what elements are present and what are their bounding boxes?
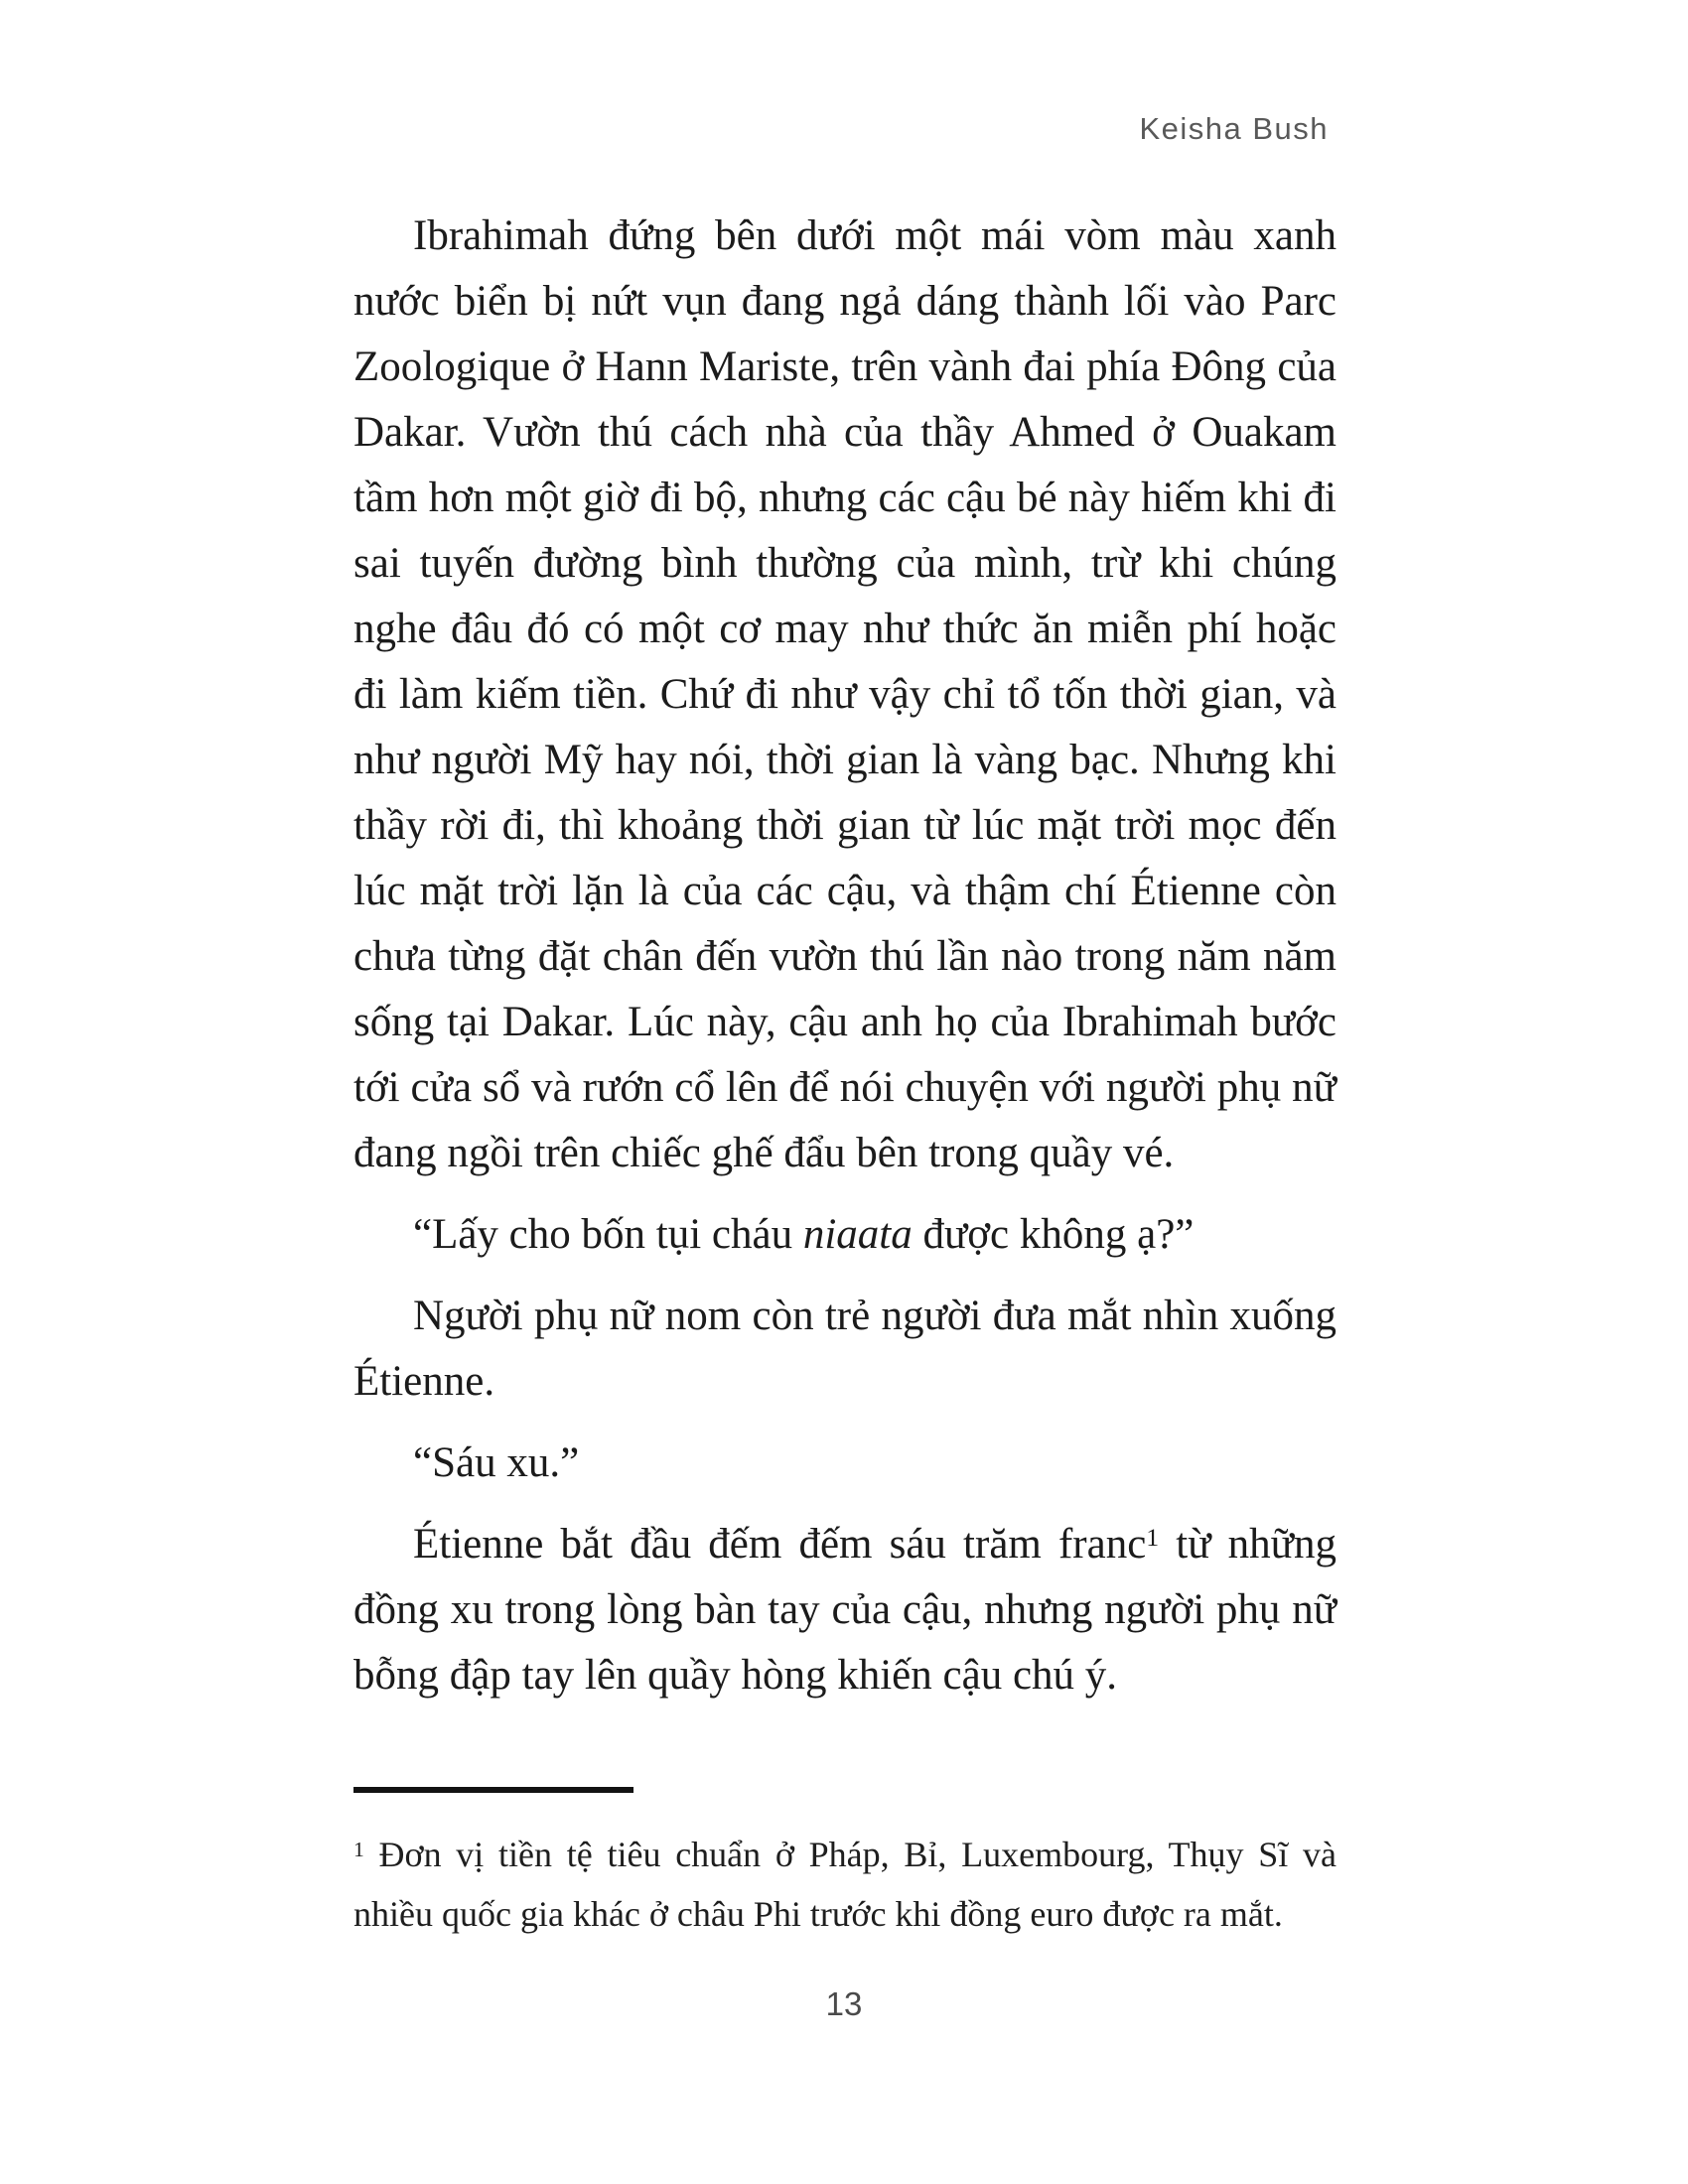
paragraph-dialogue-price — [353, 1431, 1336, 1496]
footnote-section — [353, 1787, 1336, 1944]
footnote-marker: 1 — [353, 1838, 364, 1862]
italic-term: niaata — [802, 1211, 913, 1258]
paragraph-text: “Lấy cho bốn tụi cháu — [413, 1211, 803, 1258]
paragraph-text: Étienne bắt đầu đếm đếm sáu trăm franc — [413, 1521, 1147, 1568]
footnote-divider-rule — [353, 1787, 633, 1793]
paragraph-dialogue-niaata — [353, 1202, 1336, 1268]
body-text — [353, 204, 1336, 1724]
paragraph-text: Người phụ nữ nom còn trẻ người đưa mắt nhìn xuống Étienne. — [353, 1293, 1336, 1405]
footnote-reference-marker: 1 — [1146, 1523, 1160, 1553]
paragraph-text: từ những đồng xu trong lòng bàn tay của cậu, nhưng người phụ nữ bỗng đập tay lên quầy hòng khiến cậu chú ý. — [353, 1521, 1336, 1699]
paragraph-woman-looks — [353, 1284, 1336, 1415]
paragraph-counting-coins — [353, 1512, 1336, 1708]
page-number: 13 — [825, 1985, 863, 2022]
running-header-author: Keisha Bush — [1139, 111, 1329, 146]
paragraph-opening — [353, 204, 1336, 1186]
footnote-text: Đơn vị tiền tệ tiêu chuẩn ở Pháp, Bỉ, Luxembourg, Thụy Sĩ và nhiều quốc gia khác ở châu Phi trước khi đồng euro được ra mắt. — [353, 1835, 1336, 1934]
paragraph-text: được không ạ?” — [912, 1211, 1195, 1258]
paragraph-text: Ibrahimah đứng bên dưới một mái vòm màu xanh nước biển bị nứt vụn đang ngả dáng thành lối vào Parc Zoologique ở Hann Mariste, trên vành đai phía Đông của Dakar. Vườn thú cách nhà của thầy Ahmed ở Ouakam tầm hơn một giờ đi bộ, nhưng các cậu bé này hiếm khi đi sai tuyến đường bình thường của mình, trừ khi chúng nghe đâu đó có một cơ may như thức ăn miễn phí hoặc đi làm kiếm tiền. Chứ đi như vậy chỉ tổ tốn thời gian, và như người Mỹ hay nói, thời gian là vàng bạc. Nhưng khi thầy rời đi, thì khoảng thời gian từ lúc mặt trời mọc đến lúc mặt trời lặn là của các cậu, và thậm chí Étienne còn chưa từng đặt chân đến vườn thú lần nào trong năm năm sống tại Dakar. Lúc này, cậu anh họ của Ibrahimah bước tới cửa sổ và rướn cổ lên để nói chuyện với người phụ nữ đang ngồi trên chiếc ghế đẩu bên trong quầy vé. — [353, 212, 1336, 1176]
paragraph-text: “Sáu xu.” — [413, 1439, 580, 1486]
footnote — [353, 1825, 1336, 1944]
